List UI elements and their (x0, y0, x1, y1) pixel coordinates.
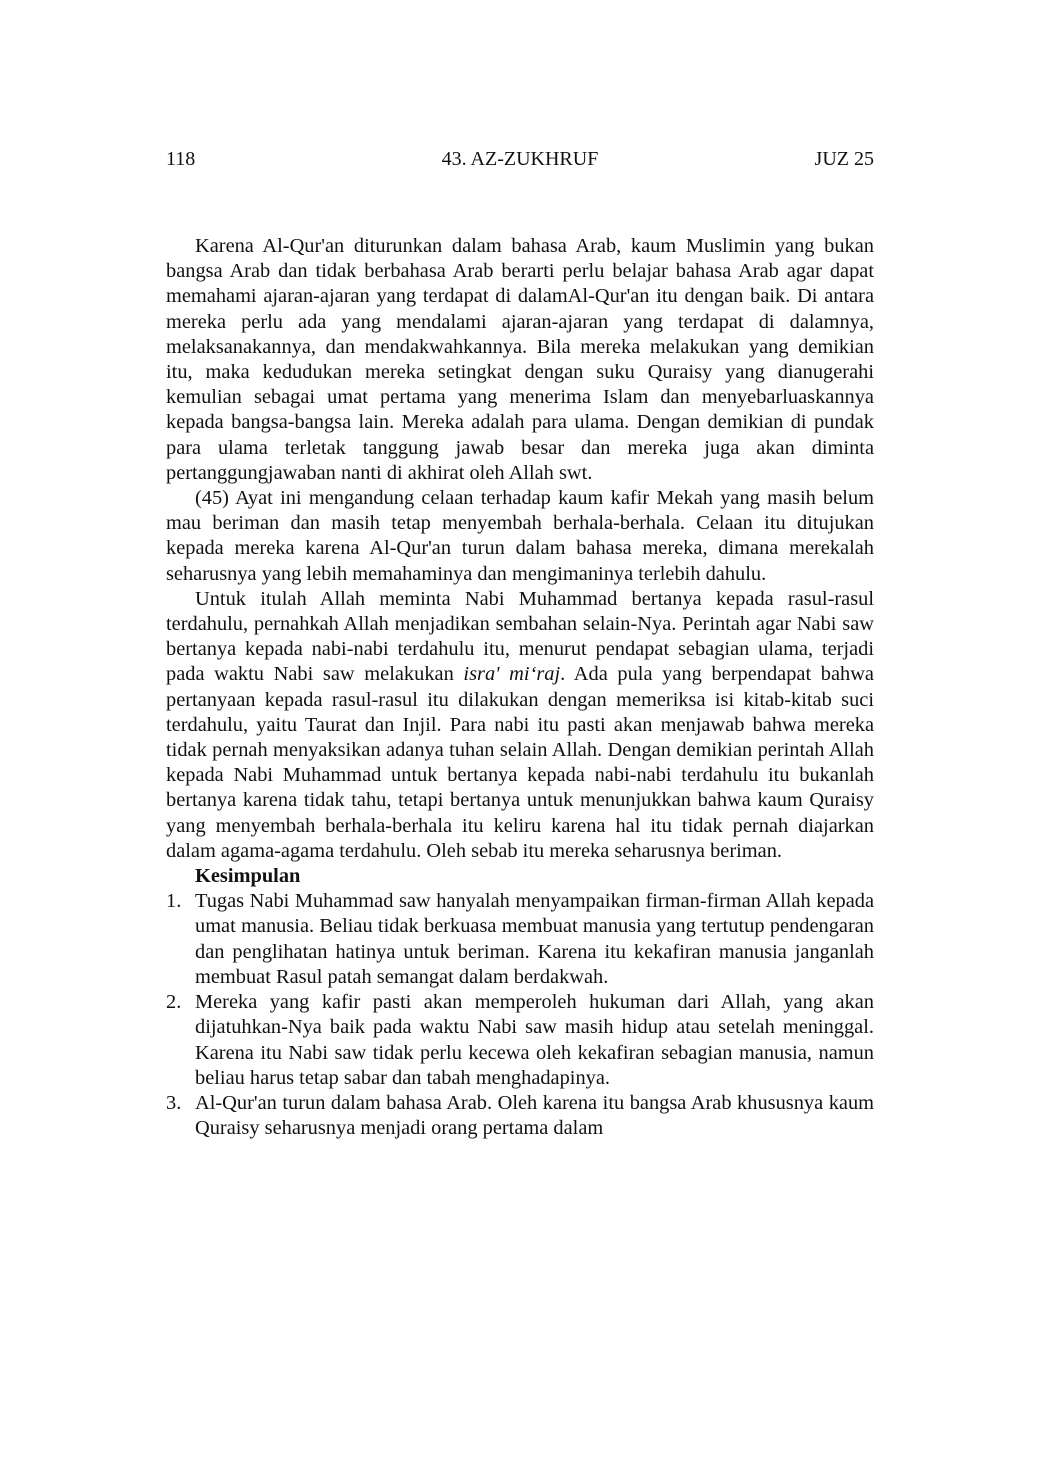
list-item (166, 889, 874, 990)
list-item-text: Tugas Nabi Muhammad saw hanyalah menyampaikan firman-firman Allah kepada umat manusia. Beliau tidak berkuasa membuat manusia yang tertutup pendengaran dan penglihatan hatinya untuk beriman. Karena itu kekafiran manusia janganlah membuat Rasul patah semangat dalam berdakwah. (195, 890, 874, 988)
paragraph-1: Karena Al-Qur'an diturunkan dalam bahasa Arab, kaum Muslimin yang bukan bangsa Arab dan tidak berbahasa Arab berarti perlu belajar bahasa Arab agar dapat memahami ajaran-ajaran yang terdapat di dalamAl-Qur'an itu dengan baik. Di antara mereka perlu ada yang mendalami ajaran-ajaran yang terdapat di dalamnya, melaksanakannya, dan mendakwahkannya. Bila mereka melakukan yang demikian itu, maka kedudukan mereka setingkat dengan suku Quraisy yang dianugerahi kemulian sebagai umat pertama yang menerima Islam dan menyebarluaskannya kepada bangsa-bangsa lain. Mereka adalah para ulama. Dengan demikian di pundak para ulama terletak tanggung jawab besar dan mereka juga akan diminta pertanggungjawaban nanti di akhirat oleh Allah swt. (166, 235, 874, 484)
list-marker: 3. (166, 1091, 182, 1114)
list-item-text: Mereka yang kafir pasti akan memperoleh hukuman dari Allah, yang akan dijatuhkan-Nya baik pada waktu Nabi saw masih hidup atau setelah meninggal. Karena itu Nabi saw tidak perlu kecewa oleh kekafiran sebagian manusia, namun beliau harus tetap sabar dan tabah menghadapinya. (195, 991, 874, 1089)
paragraph-3 (166, 587, 874, 864)
conclusion-list (166, 889, 874, 1141)
paragraph-2: (45) Ayat ini mengandung celaan terhadap kaum kafir Mekah yang masih belum mau beriman dan masih tetap menyembah berhala-berhala. Celaan itu ditujukan kepada mereka karena Al-Qur'an turun dalam bahasa mereka, dimana merekalah seharusnya yang lebih memahaminya dan mengimaninya terlebih dahulu. (166, 487, 874, 585)
section-heading: Kesimpulan (195, 865, 301, 888)
paragraph-3-text-a: Untuk itulah Allah meminta Nabi Muhammad bertanya kepada rasul-rasul terdahulu, pernahkah Allah menjadikan sembahan selain-Nya. Perintah agar Nabi saw bertanya kepada nabi-nabi terdahulu itu, menurut pendapat sebagian ulama, terjadi pada waktu Nabi saw melakukan (166, 587, 874, 686)
body-text (166, 234, 874, 1141)
list-marker: 1. (166, 890, 182, 913)
list-item-text: Al-Qur'an turun dalam bahasa Arab. Oleh karena itu bangsa Arab khususnya kaum Quraisy seharusnya menjadi orang pertama dalam (195, 1091, 874, 1140)
page-number: 118 (166, 148, 196, 170)
list-marker: 2. (166, 991, 182, 1014)
paragraph-3-text-b: . Ada pula yang berpendapat bahwa pertanyaan kepada rasul-rasul itu dilakukan dengan memeriksa isi kitab-kitab suci terdahulu, yaitu Taurat dan Injil. Para nabi itu pasti akan menjawab bahwa mereka tidak pernah menyaksikan adanya tuhan selain Allah. Dengan demikian perintah Allah kepada Nabi Muhammad untuk bertanya kepada nabi-nabi terdahulu itu bukanlah bertanya karena tidak tahu, tetapi bertanya untuk menunjukkan bahwa kaum Quraisy yang menyembah berhala-berhala itu keliru karena hal itu tidak pernah diajarkan dalam agama-agama terdahulu. Oleh sebab itu mereka seharusnya beriman. (166, 663, 874, 862)
list-item (166, 1091, 874, 1141)
juz-label: JUZ 25 (814, 148, 874, 170)
paragraph-3-italic-term: isra' mi‘raj (463, 663, 561, 686)
running-header (166, 146, 874, 172)
list-item (166, 990, 874, 1091)
chapter-title: 43. AZ-ZUKHRUF (441, 148, 599, 170)
